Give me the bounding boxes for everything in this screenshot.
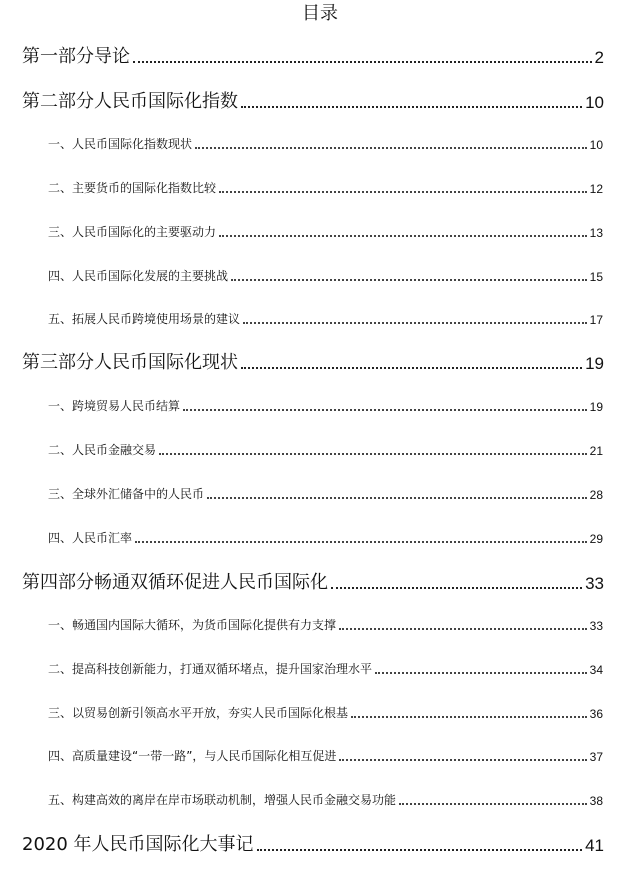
toc-entry[interactable] [48,268,603,284]
toc-entry-label: 一、人民币国际化指数现状 [48,137,193,151]
toc-entry[interactable] [48,705,603,721]
dot-leader [183,409,587,411]
toc-entry-label: 第四部分畅通双循环促进人民币国际化 [22,572,328,593]
toc-entry-label: 四、高质量建设“一带一路”，与人民币国际化相互促进 [48,749,337,763]
dot-leader [375,672,587,674]
toc-entry[interactable] [22,89,604,113]
dot-leader [339,759,586,761]
dot-leader [133,61,592,63]
toc-entry-page: 29 [589,532,603,546]
toc-entry[interactable] [48,224,603,240]
toc-entry[interactable] [48,617,603,633]
dot-leader [241,106,582,108]
toc-entry-label: 二、主要货币的国际化指数比较 [48,181,217,195]
dot-leader [231,279,587,281]
toc-entry-page: 19 [585,354,604,373]
toc-entry-label: 五、拓展人民币跨境使用场景的建议 [48,312,241,326]
dot-leader [243,322,587,324]
toc-entry-page: 13 [589,226,603,240]
toc-entry[interactable] [48,748,603,764]
toc-entry[interactable] [48,442,603,458]
toc-entry-label: 五、构建高效的离岸在岸市场联动机制，增强人民币金融交易功能 [48,793,397,807]
toc-entry-page: 34 [589,663,603,677]
toc-entry-page: 33 [589,619,603,633]
toc-entry[interactable] [48,530,603,546]
toc-entry-label: 2020 年人民币国际化大事记 [22,834,254,855]
toc-entry-page: 21 [589,444,603,458]
toc-entry-label: 四、人民币国际化发展的主要挑战 [48,269,229,283]
dot-leader [195,147,587,149]
toc-entry-page: 15 [589,270,603,284]
toc-title: 目录 [302,3,338,24]
toc-entry-page: 41 [585,836,604,855]
toc-entry[interactable] [22,570,604,594]
toc-entry-label: 三、全球外汇储备中的人民币 [48,487,205,501]
toc-entry[interactable] [22,44,604,68]
toc-entry-page: 37 [589,750,603,764]
dot-leader [339,628,587,630]
toc-entry-page: 10 [589,138,603,152]
toc-entry-label: 四、人民币汇率 [48,531,133,545]
toc-entry[interactable] [22,832,604,856]
toc-entry[interactable] [48,136,603,152]
toc-entry-page: 28 [589,488,603,502]
toc-entry-page: 2 [594,48,604,67]
toc-entry[interactable] [48,661,603,677]
toc-entry-page: 38 [589,794,603,808]
toc-entry[interactable] [48,486,603,502]
dot-leader [219,191,587,193]
toc-entry[interactable] [48,792,603,808]
dot-leader [351,716,587,718]
dot-leader [135,541,587,543]
toc-entry-page: 19 [589,400,603,414]
dot-leader [241,367,582,369]
toc-entry-label: 三、人民币国际化的主要驱动力 [48,225,217,239]
toc-entry-label: 二、人民币金融交易 [48,443,157,457]
dot-leader [257,849,583,851]
toc-entry-page: 10 [585,93,604,112]
toc-entry-label: 二、提高科技创新能力，打通双循环堵点，提升国家治理水平 [48,662,373,676]
dot-leader [219,235,587,237]
toc-entry[interactable] [48,180,603,196]
dot-leader [207,497,587,499]
toc-entry-label: 一、跨境贸易人民币结算 [48,399,181,413]
toc-entry-page: 36 [589,707,603,721]
dot-leader [159,453,587,455]
toc-entry-page: 17 [589,313,603,327]
toc-entry-label: 第二部分人民币国际化指数 [22,91,238,112]
toc-entry-label: 第三部分人民币国际化现状 [22,352,238,373]
dot-leader [399,803,587,805]
toc-entry-page: 33 [585,574,604,593]
dot-leader [331,587,582,589]
toc-entry-label: 一、畅通国内国际大循环，为货币国际化提供有力支撑 [48,618,337,632]
toc-entry[interactable] [48,311,603,327]
toc-entry[interactable] [22,350,604,374]
toc-entry-label: 三、以贸易创新引领高水平开放，夯实人民币国际化根基 [48,706,349,720]
toc-entry-label: 第一部分导论 [22,46,130,67]
toc-entry-page: 12 [589,182,603,196]
toc-entry[interactable] [48,398,603,414]
